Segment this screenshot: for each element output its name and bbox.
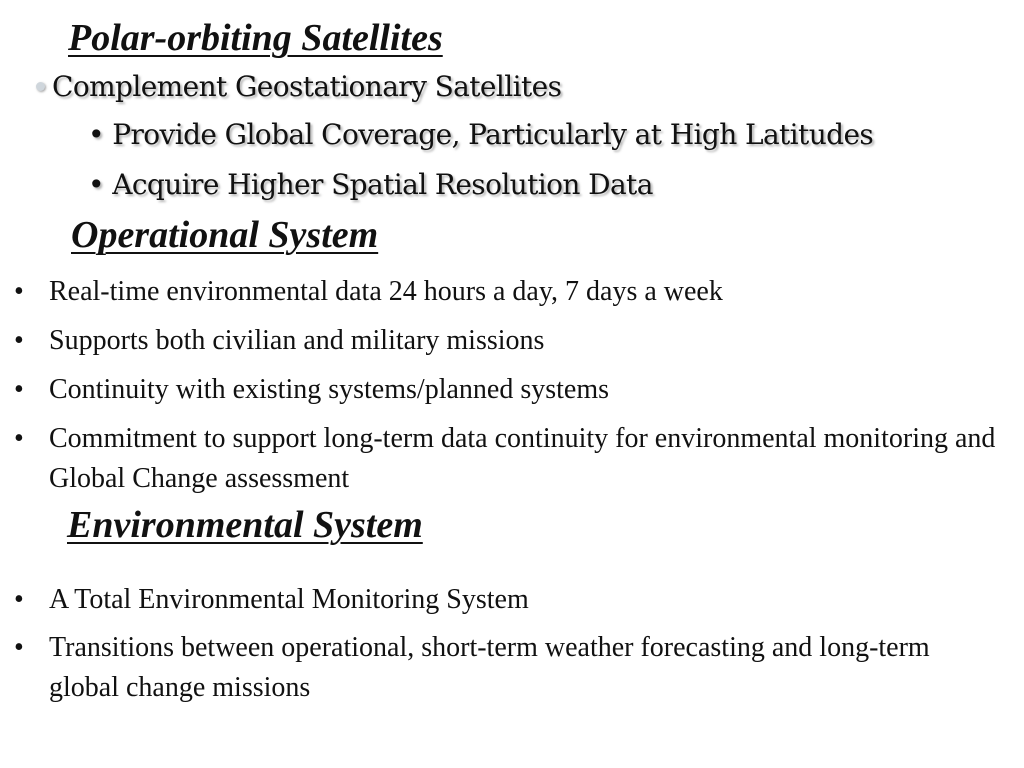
polar-point-text: Complement Geostationary Satellites [52,70,562,103]
list-item-text: Real-time environmental data 24 hours a day, 7 days a week [49,276,723,307]
list-item [14,419,1019,499]
operational-bullet-list [14,272,1019,508]
polar-point [36,70,561,104]
environmental-system-heading: Environmental System [67,504,423,546]
list-item [14,272,1019,312]
bullet-icon: • [14,584,24,615]
list-item-text: Commitment to support long-term data continuity for environmental monitoring and Global Change assessment [49,423,996,494]
list-item-text: A Total Environmental Monitoring System [49,584,529,615]
list-item-text: Continuity with existing systems/planned systems [49,374,609,405]
polar-subpoint-text: Acquire Higher Spatial Resolution Data [112,168,653,201]
bullet-icon: • [14,325,24,356]
list-item-text: Supports both civilian and military missions [49,325,545,356]
polar-subpoint [88,118,873,152]
bullet-icon: • [14,374,24,405]
list-item [14,321,1019,361]
bullet-icon: • [88,168,104,201]
environmental-bullet-list [14,580,999,716]
bullet-icon: • [14,276,24,307]
bullet-icon: • [14,423,24,454]
bullet-icon: • [14,632,24,663]
list-item [14,370,1019,410]
list-item-text: Transitions between operational, short-term weather forecasting and long-term global change missions [49,632,930,703]
list-item [14,628,999,708]
list-item [14,580,999,620]
polar-orbiting-heading: Polar-orbiting Satellites [68,17,443,59]
bullet-icon: • [88,118,104,151]
round-bullet-icon [36,82,45,91]
polar-subpoint-text: Provide Global Coverage, Particularly at High Latitudes [112,118,874,151]
polar-subpoint [88,168,653,202]
operational-system-heading: Operational System [71,214,379,256]
